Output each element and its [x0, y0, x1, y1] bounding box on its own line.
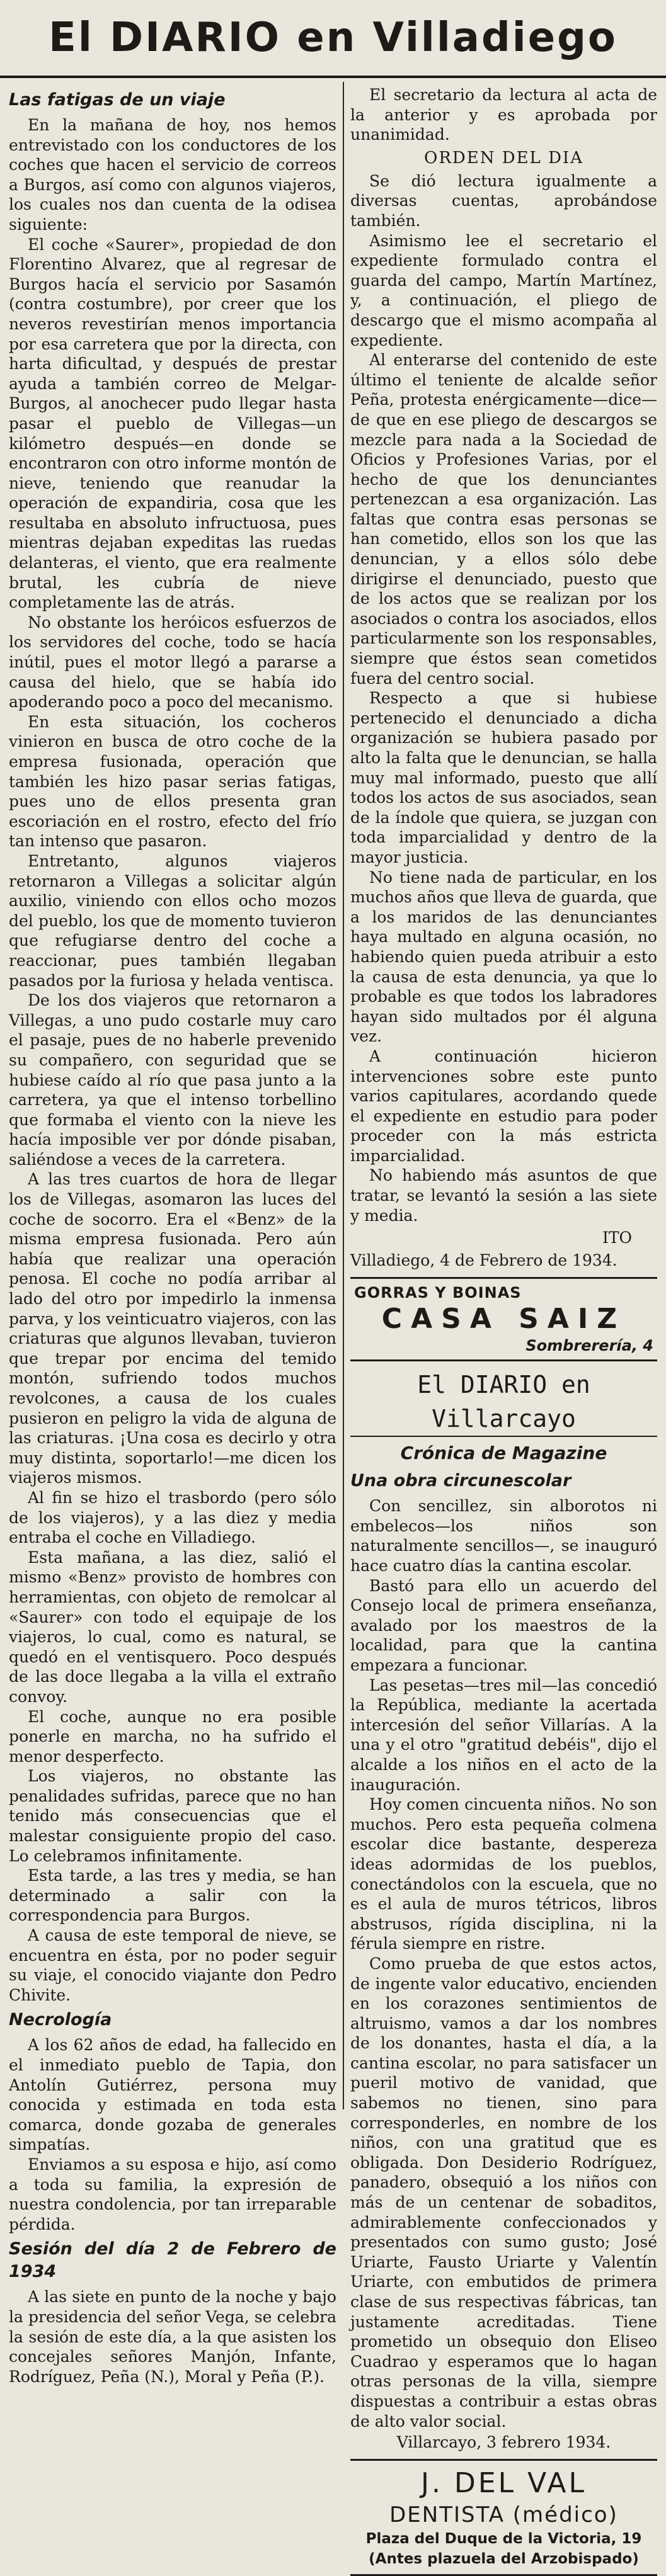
fatigas-paragraph: A las tres cuartos de hora de llegar los de Villegas, asomaron las luces del coche de socorro. Era el «Benz» de la misma empresa fusionada. Pero aún había que realizar una operación penosa. El coche no podía arribar al lado del otro por impedirlo la inmensa parva, y los veinticuatro viajeros, con las criaturas que algunos llevaban, tuvieron que trepar por encima del temido montón, sufriendo todos muchos revolcones, a causa de los cuales pusieron en peligro la vida de alguna de las criaturas. ¡Una cosa es decirlo y otra muy distinta, soportarlo!—me dicen los viajeros mismos. [9, 1170, 336, 1487]
villarcayo-paragraph: Bastó para ello un acuerdo del Consejo local de primera enseñanza, avalado por los maestros de la localidad, para que la cantina empezara a funcionar. [350, 1576, 657, 1674]
villarcayo-paragraph: Con sencillez, sin alborotos ni embelecos—los niños son naturalmente sencillos—, se inauguró hace cuatro días la cantina escolar. [350, 1497, 657, 1575]
dateline-villadiego: Villadiego, 4 de Febrero de 1934. [350, 1251, 617, 1270]
orden-paragraph: A continuación hicieron intervenciones sobre este punto varios capitulares, acordando quede el expediente en estudio para poder proceder con la más estricta imparcialidad. [350, 1047, 657, 1165]
orden-paragraph: Asimismo lee el secretario el expediente formulado contra el guarda del campo, Martín Martínez, y, a continuación, el pliego de descargo que el mismo acompaña al expediente. [350, 231, 657, 349]
cronica-heading: Crónica de Magazine [400, 1443, 607, 1464]
necrologia-paragraph: A los 62 años de edad, ha fallecido en el inmediato pueblo de Tapia, don Antolín Gutiérrez, persona muy conocida y estimada en toda esta comarca, donde gozaba de generales simpatías. [9, 2036, 336, 2154]
signature: ITO [602, 1228, 632, 1247]
masthead [0, 0, 666, 78]
orden-paragraph: Al enterarse del contenido de este último el teniente de alcalde señor Peña, protesta enérgicamente—dice— de que en ese pliego de descargos se mezcle para nada a la Sociedad de Oficios y Profesiones Varias, por el hecho de que los denunciantes pertenezcan a esa organización. Las faltas que contra esas personas se han cometido, ellos son los que las denuncian, y a ellos sólo debe dirigirse el denunciado, puesto que de los actos que se realizan por los asociados o contra los asociados, ellos particularmente son los responsables, siempre que éstos sean cometidos fuera del centro social. [350, 351, 657, 688]
dentist-title: DENTISTA (médico) [389, 2502, 618, 2528]
ad-casa-saiz [350, 1277, 657, 1361]
fatigas-paragraph: Esta mañana, a las diez, salió el mismo «Benz» provisto de hombres con herramientas, con objeto de remolcar al «Saurer» con todo el equipaje de los viajeros, lo cual, como es natural, se quedó en el ventisquero. Poco después de las doce llegaba a la villa el extraño convoy. [9, 1548, 336, 1706]
sesion-paragraph: A las siete en punto de la noche y bajo la presidencia del señor Vega, se celebra la sesión de este día, a la que asisten los concejales señores Manjón, Infante, Rodríguez, Peña (N.), Moral y Peña (P.). [9, 2288, 336, 2386]
fatigas-paragraph: En la mañana de hoy, nos hemos entrevistado con los conductores de los coches que hacen el servicio de correos a Burgos, así como con algunos viajeros, los cuales nos dan cuenta de la odisea siguiente: [9, 116, 336, 234]
article-fatigas [9, 89, 336, 2005]
fatigas-paragraph: El coche, aunque no era posible ponerle en marcha, no ha sufrido el menor desperfecto. [9, 1707, 336, 1766]
fatigas-paragraph: Los viajeros, no obstante las penalidades sufridas, parece que no han tenido más consecuencias que el malestar consiguiente propio del caso. Lo celebramos infinitamente. [9, 1767, 336, 1865]
fatigas-title: Las fatigas de un viaje [9, 90, 226, 110]
article-necrologia [9, 2009, 336, 2234]
orden-del-dia-title: ORDEN DEL DIA [424, 148, 583, 167]
dentist-address-note: (Antes plazuela del Arzobispado) [369, 2551, 639, 2568]
ad-casa-saiz-brand: CASA SAIZ [381, 1303, 626, 1336]
column-rule [343, 82, 344, 2109]
fatigas-paragraph: El coche «Saurer», propiedad de don Florentino Alvarez, que al regresar de Burgos hacía el servicio por Sasamón (contra costumbre), por creer que los neveros revestirían menos importancia por esa carretera que por la directa, con harta dificultad, y después de prestar ayuda a también correo de Melgar-Burgos, al anochecer pudo llegar hasta pasar el pueblo de Villegas—un kilómetro después—en donde se encontraron con otro informe montón de nieve, teniendo que reanudar la operación de expandiria, cosa que les resultaba en absoluto infructuosa, pues mientras dejaban expeditas las ruedas delanteras, el viento, que era realmente brutal, les cubría de nieve completamente las de atrás. [9, 235, 336, 612]
fatigas-paragraph: No obstante los heróicos esfuerzos de los servidores del coche, todo se hacía inútil, pues el motor llegó a pararse a causa del hielo, que se había ido apoderando poco a poco del mecanismo. [9, 613, 336, 712]
necrologia-title: Necrología [9, 2010, 112, 2030]
orden-paragraph: No habiendo más asuntos de que tratar, se levantó la sesión a las siete y media. [350, 1166, 657, 1225]
villarcayo-paragraph: Como prueba de que estos actos, de ingente valor educativo, encienden en los corazones sentimientos de altruismo, vamos a dar los nombres de los donantes, hasta el día, a la cantina escolar, no para satisfacer un pueril motivo de vanidad, que sabemos no tienen, sino para corresponderles, en nombre de los niños, con una gratitud que es obligada. Don Desiderio Rodríguez, panadero, obsequió a los niños con más de un centenar de sobaditos, admirablemente confeccionados y presentados con sumo gusto; José Uriarte, Fausto Uriarte y Valentín Uriarte, con embutidos de primera clase de sus respectivas fábricas, tan justamente acreditadas. Tiene prometido un obsequio don Eliseo Cuadrao y esperamos que lo hagan otras personas de la villa, siempre dispuestas a contribuir a estas obras de alto valor social. [350, 1954, 657, 2431]
fatigas-paragraph: Esta tarde, a las tres y media, se han determinado a salir con la correspondencia para Burgos. [9, 1866, 336, 1925]
ad-casa-saiz-sub: Sombrerería, 4 [525, 1337, 653, 1355]
fatigas-paragraph: A causa de este temporal de nieve, se encuentra en ésta, por no poder seguir su viaje, el conocido viajante don Pedro Chivite. [9, 1926, 336, 2004]
ad-dentista [350, 2459, 657, 2576]
villarcayo-masthead: El DIARIO en Villarcayo [350, 1368, 657, 1437]
orden-paragraph: No tiene nada de particular, en los muchos años que lleva de guarda, que a los maridos de las denunciantes haya multado en alguna ocasión, no habiendo quien pueda atribuir a esto la causa de esta denuncia, ya que lo probable es que todos los labradores hayan sido multados por él alguna vez. [350, 868, 657, 1046]
fatigas-paragraph: Entretanto, algunos viajeros retornaron a Villegas a solicitar algún auxilio, viniendo con ellos ocho mozos del pueblo, los que de momento tuvieron que refugiarse dentro del coche a reaccionar, pues también llegaban pasados por la furiosa y helada ventisca. [9, 851, 336, 990]
right-column [350, 85, 657, 2568]
ad-casa-saiz-top: GORRAS Y BOINAS [354, 1284, 522, 1302]
orden-paragraph: Se dió lectura igualmente a diversas cuentas, aprobándose también. [350, 171, 657, 230]
villarcayo-paragraph: Hoy comen cincuenta niños. No son muchos. Pero esta pequeña colmena escolar dice bastante, despereza ideas adormidas de los pueblos, conectándolos con la escuela, que no es el aula de muros tétricos, libros abstrusos, rígida disciplina, ni la férula siempre en ristre. [350, 1795, 657, 1953]
sesion-title: Sesión del día 2 de Febrero de 1934 [9, 2239, 336, 2282]
sesion-intro: El secretario da lectura al acta de la anterior y es aprobada por unanimidad. [350, 86, 657, 144]
fatigas-paragraph: En esta situación, los cocheros vinieron en busca de otro coche de la empresa fusionada, operación que también les hizo pasar serias fatigas, pues uno de ellos presenta gran escoriación en el rostro, efecto del frío tan intenso que pasaron. [9, 712, 336, 851]
left-column [9, 85, 336, 2386]
article-villarcayo [350, 1368, 657, 2453]
article-sesion-continued [350, 85, 657, 1271]
article-sesion [9, 2238, 336, 2386]
masthead-title: El DIARIO en Villadiego [49, 14, 617, 61]
fatigas-paragraph: De los dos viajeros que retornaron a Villegas, a uno pudo costarle muy caro el pasaje, pues de no haberle prevenido su compañero, con seguridad que se hubiese caído al río que pasa junto a la carretera, ya que el intenso torbellino que formaba el viento con la nieve les hacía imposible ver por dónde pisaban, saliéndose a veces de la carretera. [9, 991, 336, 1169]
villarcayo-title: Una obra circunescolar [350, 1471, 571, 1491]
dentist-name: J. DEL VAL [420, 2467, 587, 2500]
villarcayo-paragraph: Las pesetas—tres mil—las concedió la República, mediante la acertada intercesión del señor Villarías. A la una y el otro "gratitud debéis", dijo el alcalde a los niños en el acto de la inauguración. [350, 1676, 657, 1794]
dentist-address: Plaza del Duque de la Victoria, 19 [365, 2531, 642, 2548]
fatigas-paragraph: Al fin se hizo el trasbordo (pero sólo de los viajeros), y a las diez y media entraba el coche en Villadiego. [9, 1488, 336, 1547]
orden-paragraph: Respecto a que si hubiese pertenecido el denunciado a dicha organización se hubiera pasado por alto la falta que le denuncian, se halla muy mal informado, puesto que allí todos los actos de sus asociados, sean de la índole que quiera, se juzgan con toda imparcialidad y dentro de la mayor justicia. [350, 689, 657, 866]
necrologia-paragraph: Enviamos a su esposa e hijo, así como a toda su familia, la expresión de nuestra condolencia, por tan irreparable pérdida. [9, 2155, 336, 2233]
dateline-villarcayo: Villarcayo, 3 febrero 1934. [396, 2433, 611, 2452]
